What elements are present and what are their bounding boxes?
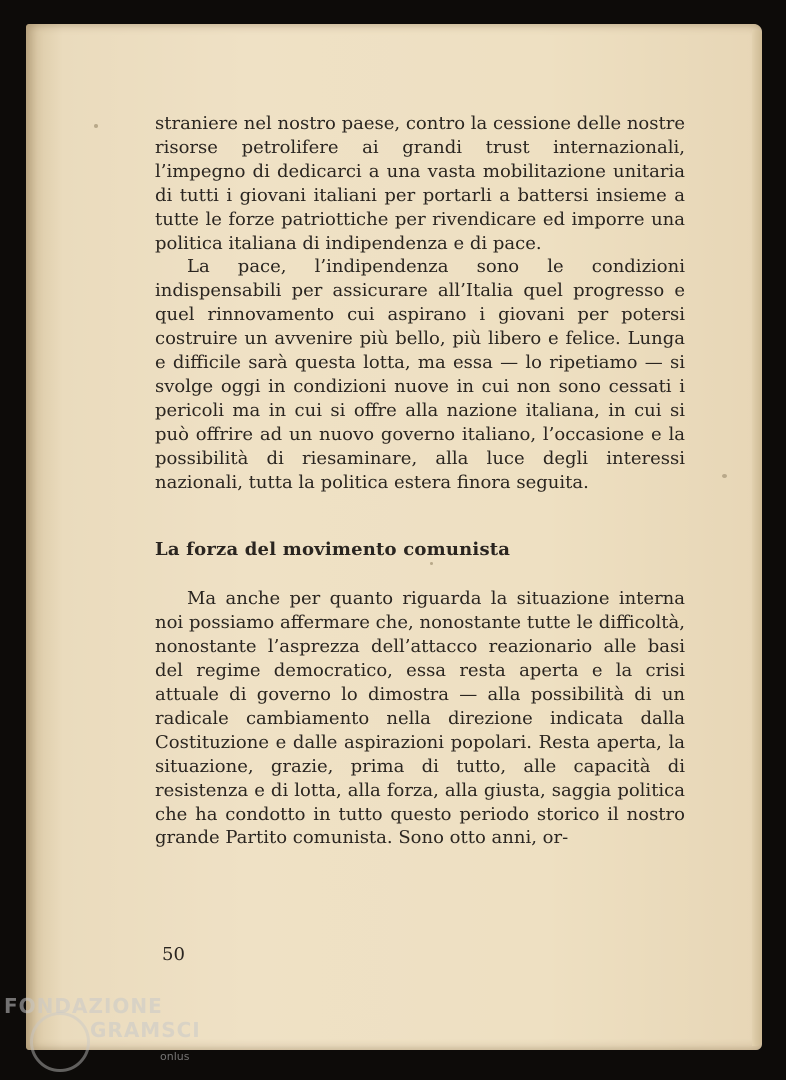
paper-speck: [94, 124, 98, 128]
page-body: [155, 112, 685, 850]
watermark-line-2: GRAMSCI: [90, 1018, 201, 1042]
watermark-line-1: FONDAZIONE: [4, 994, 163, 1018]
watermark-line-3: onlus: [160, 1050, 190, 1063]
paper-speck: [722, 474, 727, 478]
paragraph-2: La pace, l’indipendenza sono le condizioni indispensabili per assicurare all’Italia quel progresso e quel rinnovamento cui aspirano i giovani per potersi costruire un avvenire più bello, più libero e felice. Lunga e difficile sarà questa lotta, ma essa — lo ripetiamo — si svolge oggi in condizioni nuove in cui non sono cessati i pericoli ma in cui si offre alla nazione italiana, in cui si può offrire ad un nuovo governo italiano, l’occasione e la possibilità di riesaminare, alla luce degli interessi nazionali, tutta la politica estera finora seguita.: [155, 256, 685, 493]
paragraph-3: Ma anche per quanto riguarda la situazione interna noi possiamo affermare che, nonostante tutte le difficoltà, nonostante l’asprezza dell’attacco reazionario alle basi del regime democratico, essa resta aperta e la crisi attuale di governo lo dimostra — alla possibilità di un radicale cambiamento nella direzione indicata dalla Costituzione e dalle aspirazioni popolari. Resta aperta, la situazione, grazie, prima di tutto, alle capacità di resistenza e di lotta, alla forza, alla giusta, saggia politica che ha condotto in tutto questo periodo storico il nostro grande Partito comunista. Sono otto anni, or-: [155, 588, 685, 849]
section-heading: La forza del movimento comunista: [155, 538, 511, 560]
page-number: 50: [162, 944, 185, 965]
fondazione-gramsci-watermark: [4, 992, 204, 1072]
watermark-ring-icon: [30, 1012, 90, 1072]
paragraph-1: straniere nel nostro paese, contro la cessione delle nostre risorse petrolifere ai grandi trust internazionali, l’impegno di dedicarci a una vasta mobilitazione unitaria di tutti i giovani italiani per portarli a battersi insieme a tutte le forze patriottiche per rivendicare ed imporre una politica italiana di indipendenza e di pace.: [155, 113, 685, 254]
page-right-edge: [752, 30, 762, 1046]
